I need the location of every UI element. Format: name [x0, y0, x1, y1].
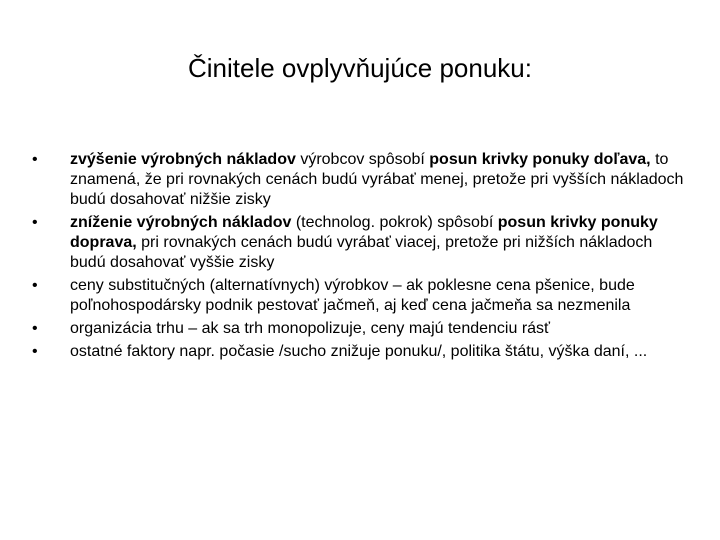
- item-text: ceny substitučných (alternatívnych) výrobkov – ak poklesne cena pšenice, bude poľnohospodársky podnik pestovať jačmeň, aj keď cena jačmeňa sa nezmenila: [70, 277, 635, 314]
- item-text: (technolog. pokrok) spôsobí: [291, 214, 498, 231]
- bullet-icon: •: [32, 277, 38, 294]
- list-item: [28, 342, 692, 362]
- list-item: [28, 276, 692, 316]
- bold-text: zvýšenie výrobných nákladov: [70, 151, 296, 168]
- bullet-list: [28, 150, 692, 365]
- list-item: [28, 319, 692, 339]
- bullet-icon: •: [32, 151, 38, 168]
- bullet-icon: •: [32, 214, 38, 231]
- list-item: [28, 150, 692, 210]
- item-text: ostatné faktory napr. počasie /sucho znižuje ponuku/, politika štátu, výška daní, ...: [70, 343, 648, 360]
- bold-text: posun krivky ponuky doľava,: [429, 151, 651, 168]
- item-text: organizácia trhu – ak sa trh monopolizuje, ceny majú tendenciu rásť: [70, 320, 551, 337]
- bold-text: zníženie výrobných nákladov: [70, 214, 292, 231]
- bullet-icon: •: [32, 343, 38, 360]
- bold-text: posun krivky ponuky doprava,: [70, 214, 658, 251]
- item-text: pri rovnakých cenách budú vyrábať viacej, pretože pri nižších nákladoch budú dosahovať vyššie zisky: [70, 234, 653, 271]
- bullet-icon: •: [32, 320, 38, 337]
- list-item: [28, 213, 692, 273]
- slide-title: Činitele ovplyvňujúce ponuku:: [188, 53, 532, 83]
- item-text: to znamená, že pri rovnakých cenách budú vyrábať menej, pretože pri vyšších nákladoch budú dosahovať nižšie zisky: [70, 151, 684, 208]
- item-text: výrobcov spôsobí: [295, 151, 430, 168]
